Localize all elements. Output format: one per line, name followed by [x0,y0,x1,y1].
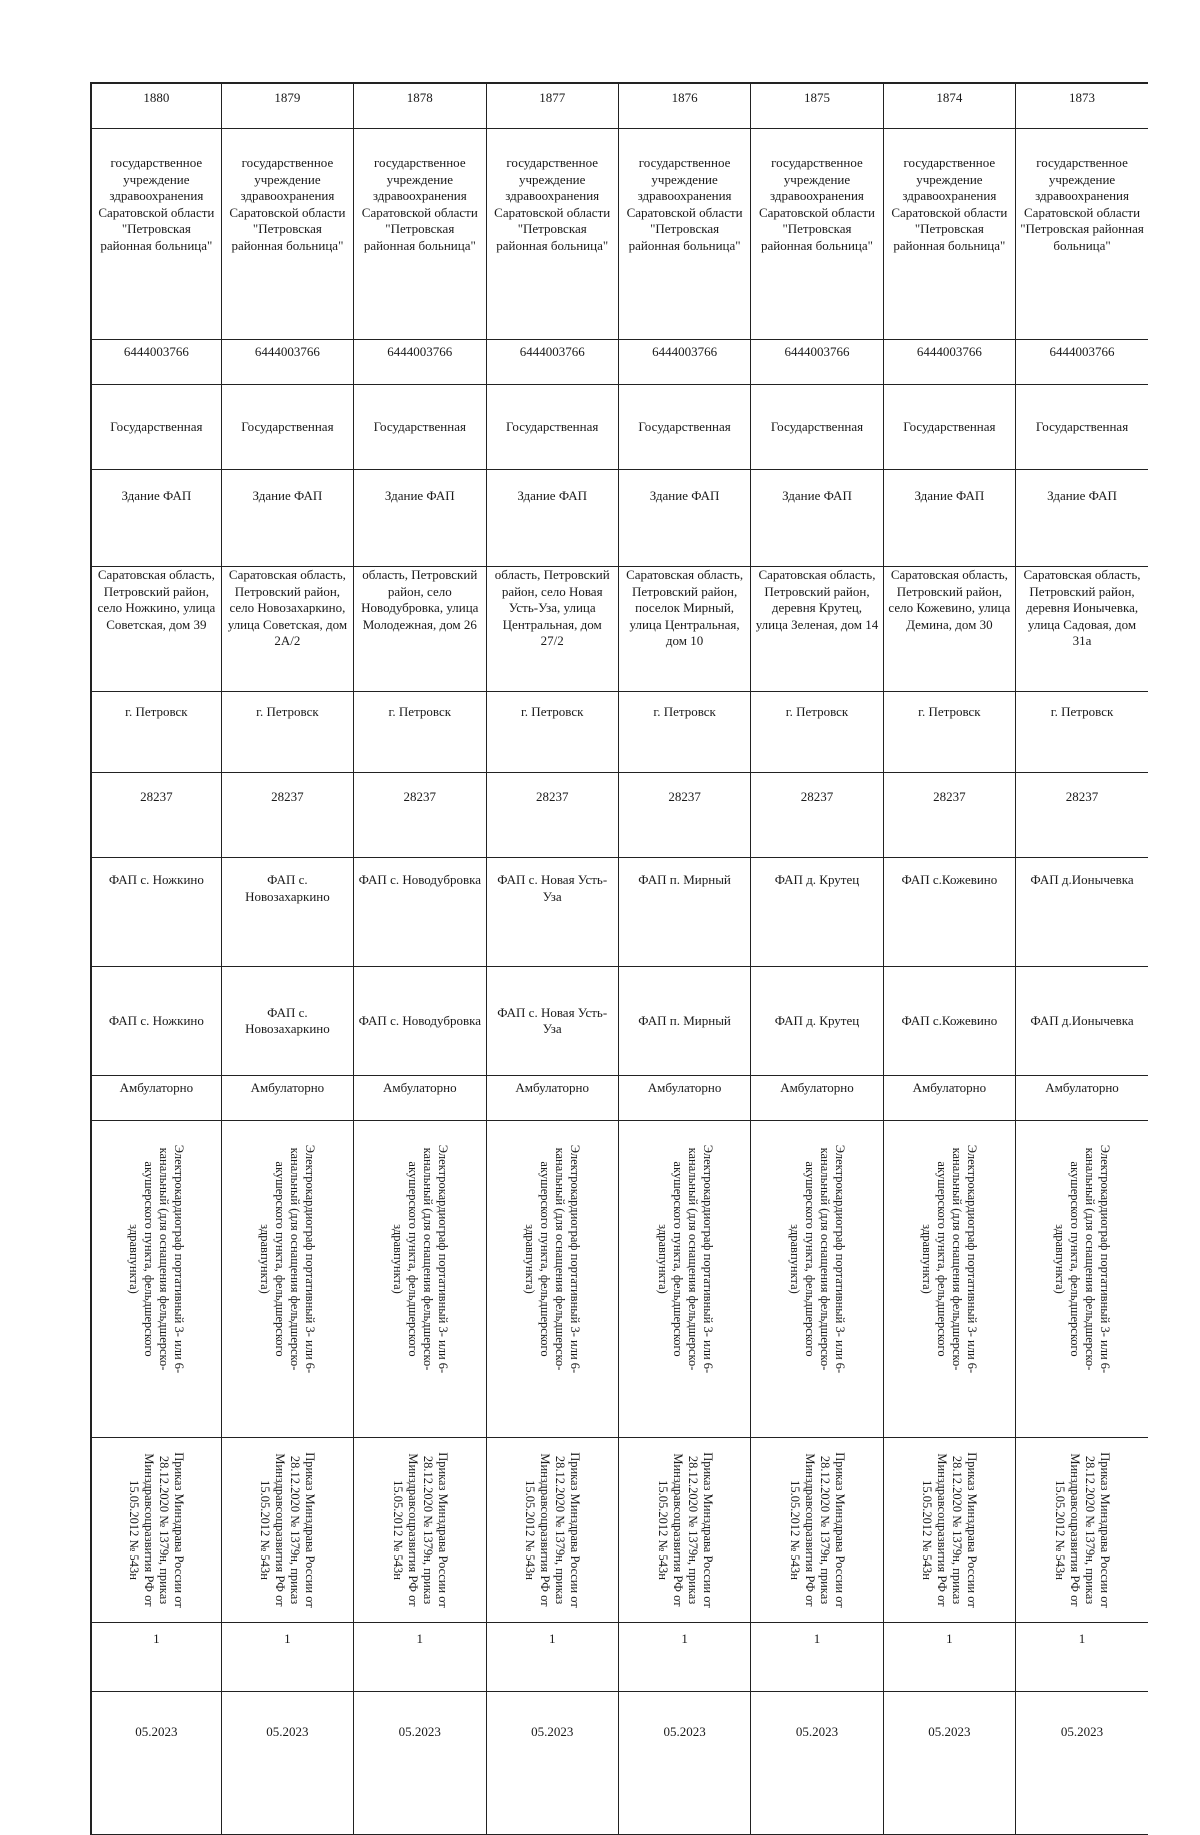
table-row [91,692,1148,773]
table-row [91,340,1148,385]
rotated-text-wrapper [1016,1121,1148,1437]
fap-name-text: ФАП п. Мирный [638,872,731,887]
city-text: г. Петровск [653,704,716,719]
inn-cell [751,340,883,385]
inn-text: 6444003766 [1049,344,1115,359]
fap-name-repeat-text: ФАП с.Кожевино [901,1012,998,1028]
rotated-text-wrapper [619,1438,750,1622]
address-cell [751,567,883,692]
organization-cell [883,129,1015,340]
care-mode-cell [486,1076,618,1121]
city-cell [91,692,221,773]
quantity-text: 1 [1078,1631,1086,1646]
equipment-cell [618,1121,750,1438]
organization-text: государственное учреждение здравоохранения Саратовской области "Петровская районная больница" [361,155,478,253]
date-cell [751,1692,883,1835]
equipment-text: Электрокардиограф портативный 3- или 6-канальный (для оснащения фельдшерско-акушерского пункта, фельдшерского здравпункта) [390,1144,450,1374]
rotated-text-wrapper [487,1121,618,1437]
organization-text: государственное учреждение здравоохранения Саратовской области "Петровская районная больница" [1020,155,1144,253]
table-row [91,1623,1148,1692]
quantity-cell [751,1623,883,1692]
building-cell [221,470,353,567]
code-text: 28237 [668,789,701,804]
rotated-text-wrapper [884,1438,1015,1622]
code-cell [354,773,486,858]
inn-text: 6444003766 [123,344,189,359]
building-cell [883,470,1015,567]
ownership-text: Государственная [241,418,334,434]
order-reference-text: Приказ Минздрава России от 28.12.2020 № 1379н, приказ Минздравсоцразвития РФ от 15.05.2012 № 543н [1053,1452,1113,1608]
inn-cell [354,340,486,385]
fap-name-repeat-text: ФАП с. Новодубровка [358,1012,481,1028]
organization-cell [221,129,353,340]
inn-text: 6444003766 [652,344,718,359]
city-cell [486,692,618,773]
care-mode-cell [91,1076,221,1121]
quantity-text: 1 [946,1631,953,1646]
quantity-text: 1 [153,1631,160,1646]
care-mode-cell [1016,1076,1148,1121]
inn-cell [883,340,1015,385]
quantity-text: 1 [416,1631,424,1646]
fap-name-text: ФАП с. Новая Усть-Уза [497,872,608,904]
record-number-text: 1876 [671,90,698,105]
fap-name-repeat-cell [1016,967,1148,1076]
building-text: Здание ФАП [914,488,985,503]
order-reference-cell [221,1438,353,1623]
fap-name-repeat-cell [486,967,618,1076]
ownership-cell [91,385,221,470]
code-text: 28237 [933,789,966,804]
table-row [91,773,1148,858]
date-text: 05.2023 [1060,1724,1104,1739]
fap-name-repeat-cell [91,967,221,1076]
record-number-cell [883,83,1015,129]
date-cell [883,1692,1015,1835]
inn-text: 6444003766 [519,344,585,359]
building-text: Здание ФАП [782,488,852,503]
ownership-cell [354,385,486,470]
fap-name-cell [91,858,221,967]
date-text: 05.2023 [663,1724,706,1739]
code-text: 28237 [140,789,173,804]
record-number-text: 1873 [1069,90,1096,105]
ownership-text: Государственная [1035,418,1129,434]
order-reference-cell [1016,1438,1148,1623]
quantity-cell [91,1623,221,1692]
table-row [91,470,1148,567]
code-text: 28237 [535,789,569,804]
date-cell [618,1692,750,1835]
fap-name-cell [221,858,353,967]
record-number-cell [91,83,221,129]
record-number-cell [221,83,353,129]
record-number-cell [354,83,486,129]
equipment-text: Электрокардиограф портативный 3- или 6-канальный (для оснащения фельдшерско-акушерского пункта, фельдшерского здравпункта) [920,1144,980,1374]
fap-name-text: ФАП с. Новозахаркино [245,872,330,904]
fap-name-cell [486,858,618,967]
organization-cell [91,129,221,340]
address-text: Саратовская область, Петровский район, деревня Ионычевка, улица Садовая, дом 31а [1023,567,1141,648]
building-cell [751,470,883,567]
code-cell [883,773,1015,858]
city-text: г. Петровск [1050,704,1114,719]
rotated-text-wrapper [487,1438,618,1622]
record-number-text: 1880 [143,90,170,105]
building-cell [354,470,486,567]
equipment-table-sheet [90,82,1148,1739]
city-cell [883,692,1015,773]
quantity-cell [618,1623,750,1692]
rotated-text-wrapper [92,1438,221,1622]
table-row [91,83,1148,129]
table-row [91,858,1148,967]
quantity-text: 1 [813,1631,821,1646]
record-number-text: 1877 [539,90,566,105]
order-reference-text: Приказ Минздрава России от 28.12.2020 № 1379н, приказ Минздравсоцразвития РФ от 15.05.2012 № 543н [920,1452,980,1608]
city-cell [354,692,486,773]
inn-text: 6444003766 [916,344,982,359]
record-number-cell [1016,83,1148,129]
address-text: область, Петровский район, село Новодубровка, улица Молодежная, дом 26 [361,567,479,632]
ownership-text: Государственная [638,418,731,434]
fap-name-repeat-text: ФАП д.Ионычевка [1030,1012,1134,1028]
address-cell [883,567,1015,692]
quantity-cell [1016,1623,1148,1692]
equipment-cell [1016,1121,1148,1438]
code-cell [486,773,618,858]
inn-text: 6444003766 [784,344,850,359]
care-mode-text: Амбулаторно [383,1080,457,1095]
fap-name-repeat-cell [354,967,486,1076]
organization-text: государственное учреждение здравоохранения Саратовской области "Петровская районная больница" [494,155,611,253]
city-cell [221,692,353,773]
date-cell [221,1692,353,1835]
fap-name-cell [618,858,750,967]
code-cell [618,773,750,858]
quantity-cell [486,1623,618,1692]
equipment-table [90,82,1148,1835]
organization-text: государственное учреждение здравоохранения Саратовской области "Петровская районная больница" [891,155,1008,253]
city-text: г. Петровск [388,704,452,719]
fap-name-repeat-text: ФАП с. Новозахаркино [245,1004,330,1036]
rotated-text-wrapper [222,1438,353,1622]
fap-name-repeat-text: ФАП с. Ножкино [108,1012,204,1028]
address-text: область, Петровский район, село Новая Усть-Уза, улица Центральная, дом 27/2 [494,567,610,648]
fap-name-cell [883,858,1015,967]
building-text: Здание ФАП [252,488,323,503]
care-mode-text: Амбулаторно [250,1080,325,1095]
ownership-cell [486,385,618,470]
code-text: 28237 [800,789,834,804]
address-cell [486,567,618,692]
table-row [91,1438,1148,1623]
code-cell [1016,773,1148,858]
organization-cell [618,129,750,340]
organization-text: государственное учреждение здравоохранения Саратовской области "Петровская районная больница" [626,155,743,253]
order-reference-text: Приказ Минздрава России от 28.12.2020 № 1379н, приказ Минздравсоцразвития РФ от 15.05.2012 № 543н [787,1452,847,1608]
date-text: 05.2023 [928,1724,971,1739]
city-text: г. Петровск [520,704,584,719]
equipment-text: Электрокардиограф портативный 3- или 6-канальный (для оснащения фельдшерско-акушерского пункта, фельдшерского здравпункта) [787,1144,847,1374]
address-text: Саратовская область, Петровский район, поселок Мирный, улица Центральная, дом 10 [626,567,744,648]
code-cell [91,773,221,858]
inn-cell [486,340,618,385]
organization-text: государственное учреждение здравоохранения Саратовской области "Петровская районная больница" [758,155,875,253]
date-cell [486,1692,618,1835]
rotated-text-wrapper [1016,1438,1148,1622]
care-mode-text: Амбулаторно [515,1080,589,1095]
building-text: Здание ФАП [384,488,455,503]
care-mode-cell [221,1076,353,1121]
inn-text: 6444003766 [254,344,320,359]
address-text: Саратовская область, Петровский район, деревня Крутец, улица Зеленая, дом 14 [755,567,879,632]
city-text: г. Петровск [125,704,188,719]
table-row [91,1692,1148,1835]
date-text: 05.2023 [398,1724,441,1739]
rotated-text-wrapper [619,1121,750,1437]
fap-name-text: ФАП с.Кожевино [901,872,998,887]
equipment-cell [883,1121,1015,1438]
address-cell [618,567,750,692]
city-cell [1016,692,1148,773]
address-text: Саратовская область, Петровский район, село Кожевино, улица Демина, дом 30 [888,567,1011,632]
date-cell [91,1692,221,1835]
code-text: 28237 [403,789,437,804]
address-cell [221,567,353,692]
building-text: Здание ФАП [1047,488,1117,503]
care-mode-text: Амбулаторно [780,1080,854,1095]
ownership-cell [751,385,883,470]
city-cell [751,692,883,773]
record-number-cell [486,83,618,129]
fap-name-repeat-text: ФАП п. Мирный [638,1012,731,1028]
equipment-text: Электрокардиограф портативный 3- или 6-канальный (для оснащения фельдшерско-акушерского пункта, фельдшерского здравпункта) [127,1144,187,1374]
quantity-cell [883,1623,1015,1692]
care-mode-cell [618,1076,750,1121]
care-mode-cell [751,1076,883,1121]
equipment-text: Электрокардиограф портативный 3- или 6-канальный (для оснащения фельдшерско-акушерского пункта, фельдшерского здравпункта) [523,1144,583,1374]
record-number-text: 1874 [936,90,963,105]
rotated-text-wrapper [751,1121,882,1437]
code-cell [751,773,883,858]
building-cell [618,470,750,567]
table-row [91,129,1148,340]
fap-name-text: ФАП с. Новодубровка [358,872,481,887]
inn-cell [618,340,750,385]
address-text: Саратовская область, Петровский район, село Ножкино, улица Советская, дом 39 [97,567,216,632]
ownership-text: Государственная [110,418,203,434]
ownership-cell [1016,385,1148,470]
order-reference-cell [354,1438,486,1623]
care-mode-cell [354,1076,486,1121]
fap-name-cell [1016,858,1148,967]
equipment-cell [91,1121,221,1438]
record-number-cell [751,83,883,129]
city-text: г. Петровск [785,704,849,719]
fap-name-repeat-cell [751,967,883,1076]
organization-cell [486,129,618,340]
quantity-cell [354,1623,486,1692]
city-cell [618,692,750,773]
building-cell [91,470,221,567]
fap-name-text: ФАП д.Ионычевка [1030,872,1134,887]
record-number-text: 1875 [803,90,830,105]
record-number-text: 1878 [406,90,433,105]
fap-name-cell [354,858,486,967]
code-text: 28237 [271,789,304,804]
building-text: Здание ФАП [121,488,192,503]
inn-text: 6444003766 [387,344,453,359]
order-reference-text: Приказ Минздрава России от 28.12.2020 № 1379н, приказ Минздравсоцразвития РФ от 15.05.2012 № 543н [655,1452,715,1608]
organization-cell [751,129,883,340]
date-text: 05.2023 [266,1724,309,1739]
equipment-cell [221,1121,353,1438]
address-cell [91,567,221,692]
quantity-text: 1 [681,1631,688,1646]
fap-name-repeat-cell [618,967,750,1076]
order-reference-cell [486,1438,618,1623]
ownership-cell [221,385,353,470]
building-text: Здание ФАП [649,488,720,503]
date-text: 05.2023 [795,1724,839,1739]
ownership-text: Государственная [373,418,466,434]
city-text: г. Петровск [918,704,981,719]
care-mode-text: Амбулаторно [912,1080,987,1095]
address-cell [354,567,486,692]
building-cell [486,470,618,567]
order-reference-text: Приказ Минздрава России от 28.12.2020 № 1379н, приказ Минздравсоцразвития РФ от 15.05.2012 № 543н [127,1452,187,1608]
inn-cell [221,340,353,385]
code-text: 28237 [1065,789,1099,804]
ownership-cell [618,385,750,470]
table-row [91,1076,1148,1121]
date-text: 05.2023 [531,1724,574,1739]
rotated-text-wrapper [354,1438,485,1622]
fap-name-text: ФАП д. Крутец [774,872,860,887]
ownership-cell [883,385,1015,470]
date-text: 05.2023 [135,1724,178,1739]
rotated-text-wrapper [92,1121,221,1437]
care-mode-text: Амбулаторно [1045,1080,1119,1095]
rotated-text-wrapper [222,1121,353,1437]
organization-text: государственное учреждение здравоохранения Саратовской области "Петровская районная больница" [229,155,346,253]
fap-name-text: ФАП с. Ножкино [108,872,204,887]
rotated-text-wrapper [751,1438,882,1622]
ownership-text: Государственная [770,418,864,434]
table-row [91,567,1148,692]
date-cell [354,1692,486,1835]
equipment-cell [751,1121,883,1438]
order-reference-cell [883,1438,1015,1623]
equipment-text: Электрокардиограф портативный 3- или 6-канальный (для оснащения фельдшерско-акушерского пункта, фельдшерского здравпункта) [258,1144,318,1374]
order-reference-text: Приказ Минздрава России от 28.12.2020 № 1379н, приказ Минздравсоцразвития РФ от 15.05.2012 № 543н [258,1452,318,1608]
ownership-text: Государственная [506,418,599,434]
order-reference-cell [91,1438,221,1623]
rotated-text-wrapper [354,1121,485,1437]
equipment-cell [354,1121,486,1438]
order-reference-text: Приказ Минздрава России от 28.12.2020 № 1379н, приказ Минздравсоцразвития РФ от 15.05.2012 № 543н [523,1452,583,1608]
equipment-text: Электрокардиограф портативный 3- или 6-канальный (для оснащения фельдшерско-акушерского пункта, фельдшерского здравпункта) [655,1144,715,1374]
quantity-text: 1 [284,1631,291,1646]
ownership-text: Государственная [903,418,996,434]
code-cell [221,773,353,858]
table-row [91,967,1148,1076]
fap-name-repeat-text: ФАП д. Крутец [774,1012,860,1028]
date-cell [1016,1692,1148,1835]
table-row [91,1121,1148,1438]
record-number-text: 1879 [274,90,301,105]
address-text: Саратовская область, Петровский район, село Новозахаркино, улица Советская, дом 2А/2 [227,567,348,648]
care-mode-text: Амбулаторно [119,1080,194,1095]
fap-name-cell [751,858,883,967]
organization-cell [1016,129,1148,340]
quantity-cell [221,1623,353,1692]
fap-name-repeat-cell [221,967,353,1076]
organization-cell [354,129,486,340]
city-text: г. Петровск [256,704,319,719]
care-mode-cell [883,1076,1015,1121]
order-reference-text: Приказ Минздрава России от 28.12.2020 № 1379н, приказ Минздравсоцразвития РФ от 15.05.2012 № 543н [390,1452,450,1608]
equipment-text: Электрокардиограф портативный 3- или 6-канальный (для оснащения фельдшерско-акушерского пункта, фельдшерского здравпункта) [1053,1144,1113,1374]
rotated-text-wrapper [884,1121,1015,1437]
equipment-cell [486,1121,618,1438]
care-mode-text: Амбулаторно [647,1080,722,1095]
quantity-text: 1 [548,1631,556,1646]
table-row [91,385,1148,470]
organization-text: государственное учреждение здравоохранения Саратовской области "Петровская районная больница" [98,155,215,253]
fap-name-repeat-cell [883,967,1015,1076]
building-cell [1016,470,1148,567]
inn-cell [91,340,221,385]
order-reference-cell [618,1438,750,1623]
building-text: Здание ФАП [517,488,588,503]
inn-cell [1016,340,1148,385]
order-reference-cell [751,1438,883,1623]
record-number-cell [618,83,750,129]
address-cell [1016,567,1148,692]
fap-name-repeat-text: ФАП с. Новая Усть-Уза [497,1004,608,1036]
